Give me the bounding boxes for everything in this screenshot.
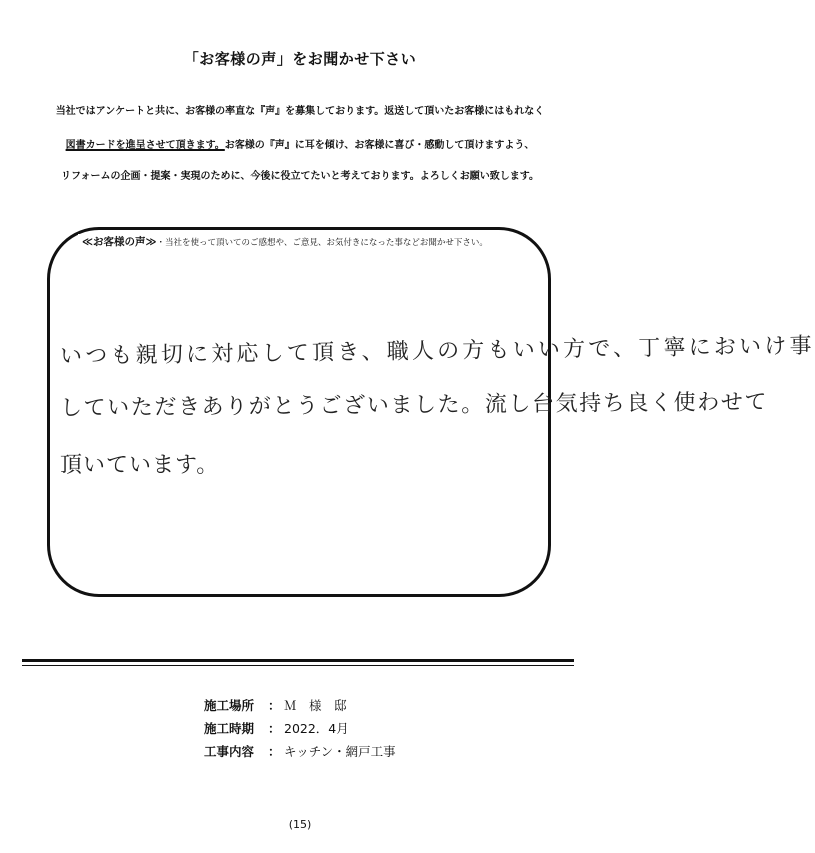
page-title: 「お客様の声」をお聞かせ下さい (183, 50, 417, 68)
intro-line-1: 当社ではアンケートと共に、お客様の率直な『声』を募集しております。返送して頂いたお客様にはもれなく (55, 106, 545, 117)
period-label: 施工時期 (204, 721, 255, 736)
location-separator: ： (268, 698, 281, 713)
gift-card-notice: 図書カードを進呈させて頂きます。 (65, 140, 225, 151)
intro-line-3: リフォームの企画・提案・実現のために、今後に役立てたいと考えております。よろしくお願い致します。 (61, 171, 539, 182)
voice-box-subtitle: ・当社を使って頂いてのご感想や、ご意見、お気付きになった事などお聞かせ下さい。 (156, 238, 488, 248)
period-separator: ： (268, 721, 281, 736)
handwritten-line-1: いつも親切に対応して頂き、職人の方もいい方で、丁寧においけ事 (59, 333, 815, 370)
page-number: (15) (288, 818, 312, 831)
info-work (204, 742, 396, 760)
handwritten-line-3: 頂いています。 (60, 453, 220, 478)
work-separator: ： (268, 744, 281, 759)
location-label: 施工場所 (204, 698, 255, 713)
info-period (204, 719, 349, 737)
work-value: キッチン・網戸工事 (284, 744, 396, 759)
period-value: 2022．4月 (284, 721, 349, 736)
voice-box-header (78, 234, 492, 249)
divider-thick (22, 659, 574, 662)
info-location (204, 696, 347, 714)
location-value: Ｍ 様 邸 (284, 698, 347, 713)
divider-thin (22, 665, 574, 666)
voice-box-title: ≪お客様の声≫ (82, 236, 157, 248)
work-label: 工事内容 (204, 744, 255, 759)
handwritten-line-2: していただきありがとうございました。流し台気持ち良く使わせて (59, 389, 769, 422)
intro-line-2-rest: お客様の『声』に耳を傾け、お客様に喜び・感動して頂けますよう、 (224, 140, 535, 151)
intro-line-2 (0, 136, 600, 151)
